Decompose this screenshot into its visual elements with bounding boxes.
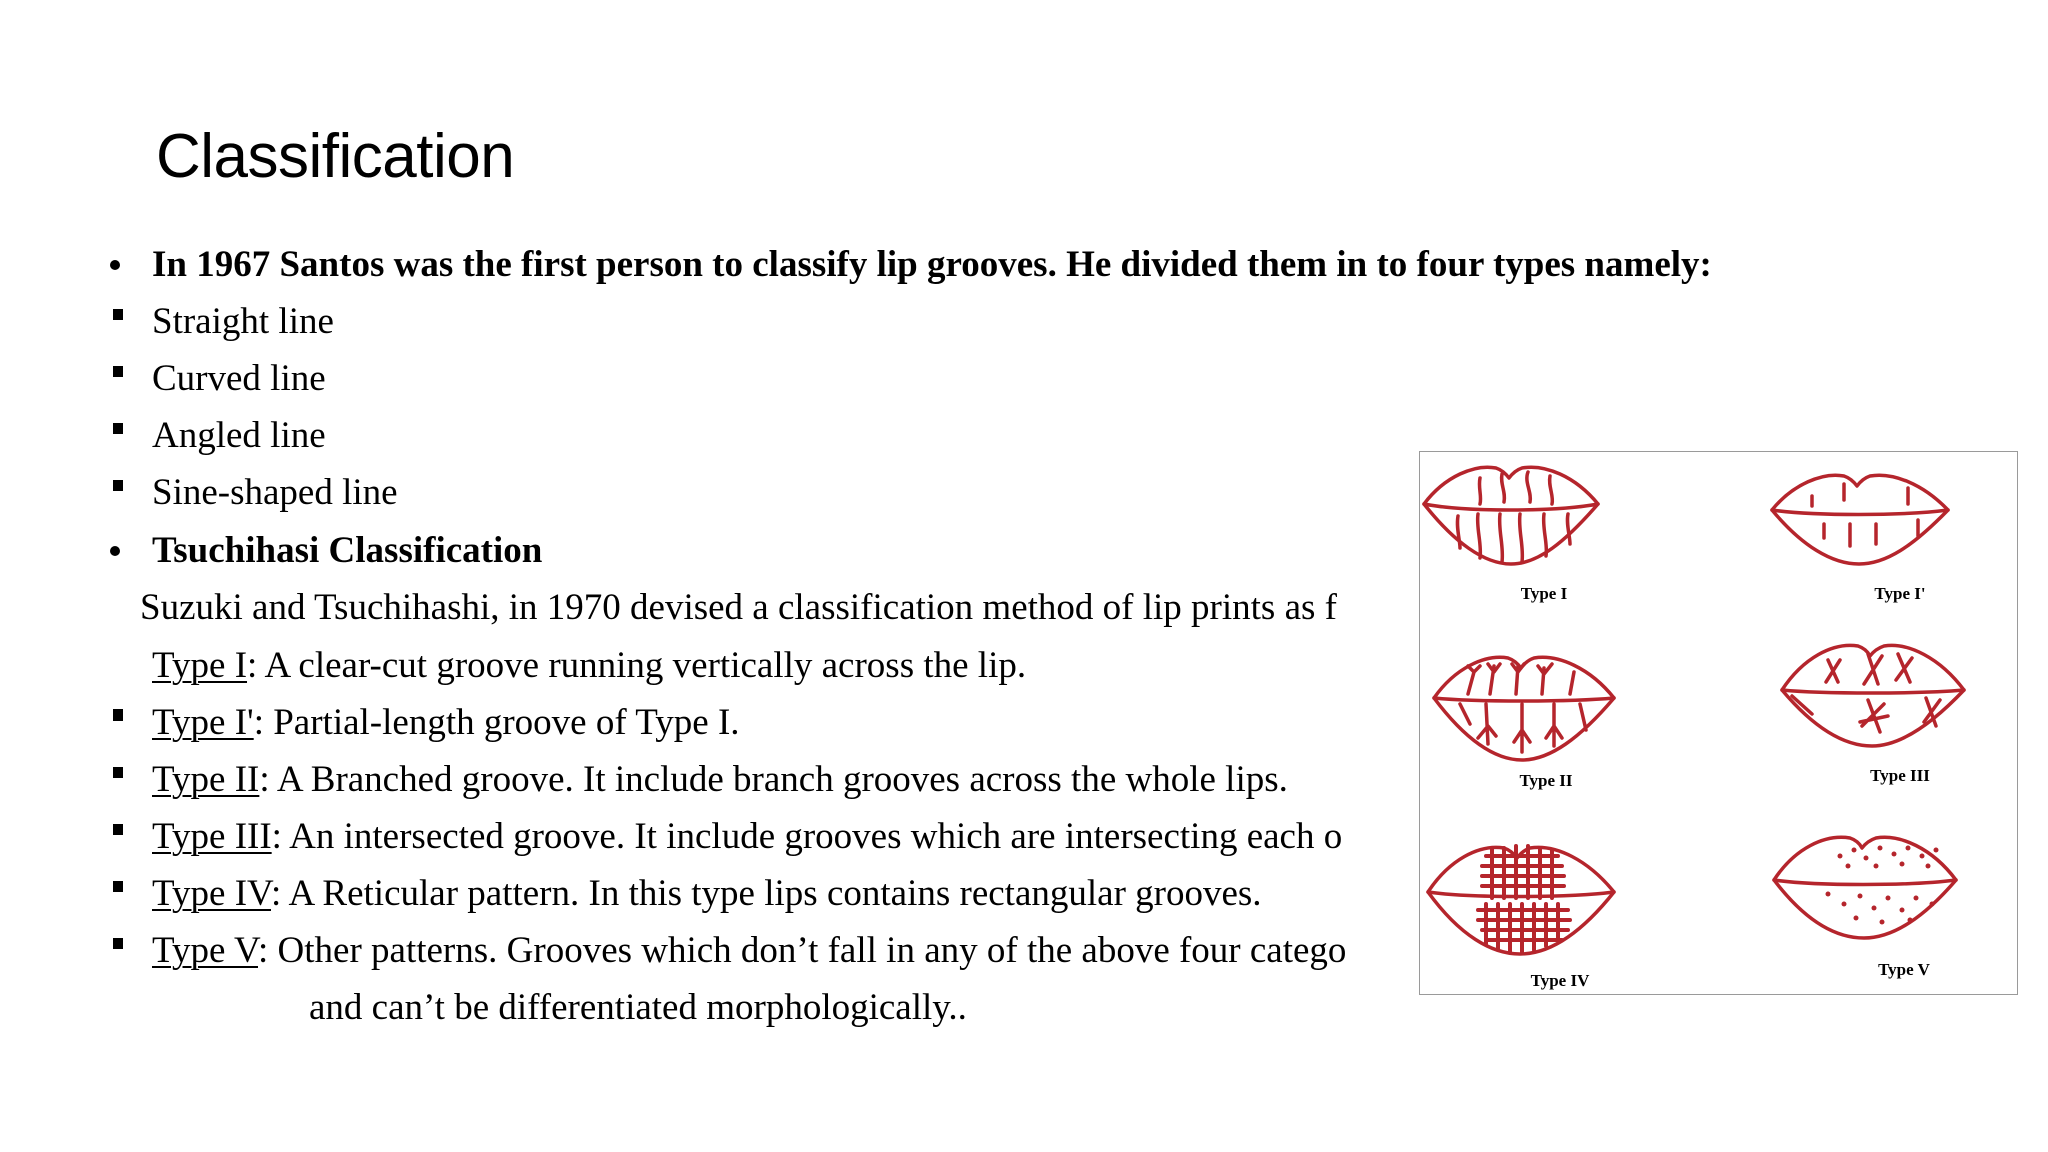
santos-intro: In 1967 Santos was the first person to classify lip grooves. He divided them in to four types namely: xyxy=(152,244,1712,285)
type-name: Type II xyxy=(152,759,260,800)
lip-print-drawings xyxy=(1420,452,2019,996)
bullet-square xyxy=(113,881,123,892)
bullet-square xyxy=(113,423,123,434)
tsuchihasi-heading: Tsuchihasi Classification xyxy=(152,530,543,571)
figure-label-type-5: Type V xyxy=(1878,960,1930,979)
type-item-1 xyxy=(152,641,1026,691)
type-desc: : A clear-cut groove running vertically across the lip. xyxy=(247,645,1027,686)
lip-type-5-drawing xyxy=(1774,837,1956,938)
type-desc: : An intersected groove. It include grooves which are intersecting each o xyxy=(271,816,1343,857)
santos-type-2: Curved line xyxy=(152,358,326,399)
type-desc: : A Reticular pattern. In this type lips contains rectangular grooves. xyxy=(271,873,1262,914)
santos-type-4: Sine-shaped line xyxy=(152,472,398,513)
bullet-square xyxy=(113,710,123,721)
bullet-dot xyxy=(110,260,120,270)
type-item-3 xyxy=(152,755,1288,805)
lip-type-2-drawing xyxy=(1434,657,1614,760)
type-item-2 xyxy=(152,698,740,748)
type-item-6 xyxy=(152,926,1346,976)
lip-type-3-drawing xyxy=(1782,645,1964,746)
lip-type-4-grid xyxy=(1478,846,1570,952)
tsuchihasi-intro: Suzuki and Tsuchihashi, in 1970 devised a classification method of lip prints as f xyxy=(140,587,1337,628)
type-name: Type V xyxy=(152,930,258,971)
figure-label-type-1-prime: Type I' xyxy=(1874,584,1926,603)
type-item-5 xyxy=(152,869,1262,919)
type-desc: : A Branched groove. It include branch grooves across the whole lips. xyxy=(259,759,1288,800)
bullet-square xyxy=(113,767,123,778)
lip-type-1-drawing xyxy=(1424,467,1598,564)
bullet-dot xyxy=(110,546,120,556)
figure-label-type-4: Type IV xyxy=(1530,971,1590,990)
santos-type-1: Straight line xyxy=(152,301,334,342)
bullet-square xyxy=(113,480,123,491)
lip-type-1-prime-drawing xyxy=(1772,475,1948,564)
bullet-square xyxy=(113,309,123,320)
bullet-square xyxy=(113,824,123,835)
slide-title: Classification xyxy=(156,122,515,191)
type-desc: : Partial-length groove of Type I. xyxy=(253,702,740,743)
type-name: Type III xyxy=(152,816,272,857)
bullet-square xyxy=(113,938,123,949)
bullet-square xyxy=(113,366,123,377)
santos-type-3: Angled line xyxy=(152,415,326,456)
type-name: Type IV xyxy=(152,873,271,914)
type-v-continuation: and can’t be differentiated morphologically.. xyxy=(309,987,967,1028)
figure-label-type-2: Type II xyxy=(1519,771,1573,790)
type-name: Type I xyxy=(152,645,248,686)
figure-label-type-1: Type I xyxy=(1520,584,1568,603)
figure-label-type-3: Type III xyxy=(1870,766,1930,785)
lip-print-figure xyxy=(1419,451,2018,995)
type-name: Type I' xyxy=(152,702,254,743)
type-item-4 xyxy=(152,812,1342,862)
type-desc: : Other patterns. Grooves which don’t fall in any of the above four catego xyxy=(258,930,1347,971)
